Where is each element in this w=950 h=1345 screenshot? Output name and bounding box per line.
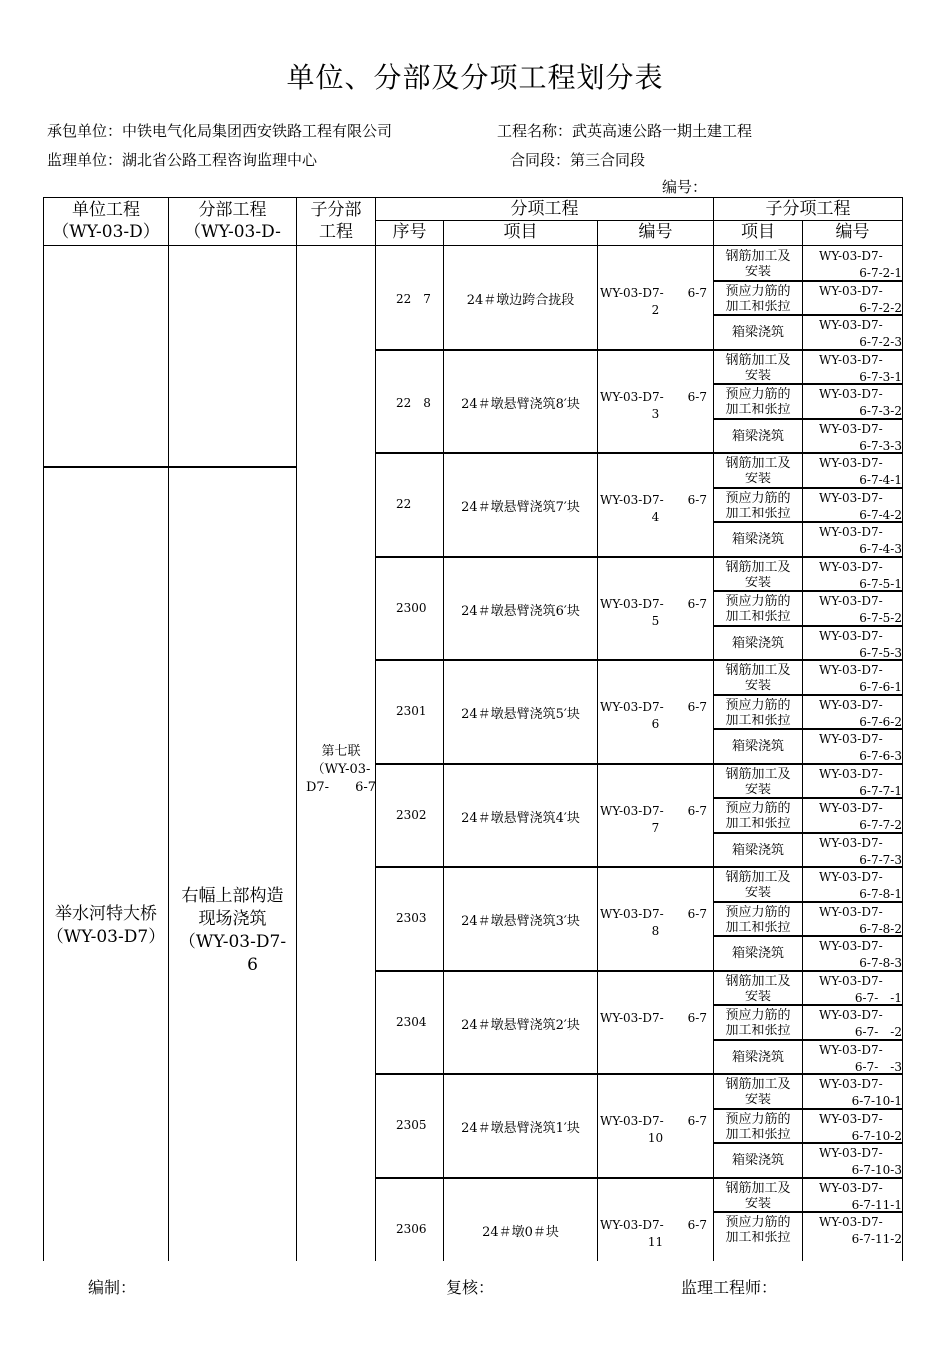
sub-item-code: WY-03-D7- — [819, 939, 883, 953]
division-project-line2: 现场浇筑 — [198, 909, 267, 929]
row-code: WY-03-D7- 6-7 — [600, 389, 707, 404]
col-divider — [443, 220, 444, 1261]
sub-item-name: 箱梁浇筑 — [731, 532, 784, 547]
sub-item-name: 箱梁浇筑 — [731, 325, 784, 340]
sub-row-divider — [714, 1004, 902, 1006]
row-code-suffix: 10 — [647, 1131, 664, 1145]
sub-item-code: WY-03-D7- — [819, 628, 883, 643]
sub-item-name-cont: 安装 — [744, 782, 771, 795]
sub-item-code-suffix: 6-7-4-3 — [859, 542, 902, 554]
col-divider — [375, 198, 376, 1261]
division-header — [169, 199, 296, 245]
sub-item-code-suffix: 6-7-6-1 — [859, 680, 902, 692]
sub-item-code: WY-03-D7- — [819, 594, 883, 608]
sub-item-code-suffix: 6-7-10-2 — [851, 1128, 902, 1141]
sub-row-divider — [714, 1142, 902, 1144]
sub-item-code: WY-03-D7- — [819, 352, 883, 367]
row-divider — [376, 452, 902, 454]
sub-item-name-cont: 加工和张拉 — [725, 920, 791, 933]
row-divider — [376, 866, 902, 868]
unit-project-name: 举水河特大桥 — [55, 904, 157, 924]
supervisor-label: 监理单位： — [47, 151, 123, 169]
sub-item-code: WY-03-D7- — [819, 766, 883, 781]
sub-row-divider — [714, 314, 902, 316]
sub-item-name-cont: 加工和张拉 — [725, 1231, 791, 1243]
row-seq: 22 8 — [396, 395, 431, 410]
sub-item-name: 预应力筋的 — [725, 801, 791, 816]
row-divider — [376, 1177, 902, 1179]
contractor-value: 中铁电气化局集团西安铁路工程有限公司 — [122, 122, 393, 140]
sub-item-code: WY-03-D7- — [819, 732, 883, 746]
row-code: WY-03-D7- 6-7 — [600, 1010, 707, 1025]
sub-item-code: WY-03-D7- — [819, 870, 883, 884]
sub-item-name: 预应力筋的 — [725, 1008, 791, 1023]
sub-item-code: WY-03-D7- — [819, 559, 883, 574]
row-seq: 2301 — [396, 704, 427, 718]
sub-item-code: WY-03-D7- — [819, 249, 883, 263]
sub-item-code-suffix: 6-7-3-3 — [859, 438, 902, 451]
sub-item-name-cont: 安装 — [744, 679, 771, 691]
sub-item-name-cont: 加工和张拉 — [725, 1127, 791, 1140]
sub-item-code-suffix: 6-7-5-3 — [859, 645, 902, 658]
sub-item-code: WY-03-D7- — [819, 835, 883, 850]
sub-item-code-suffix: 6-7-5-1 — [859, 576, 902, 589]
row-divider — [376, 556, 902, 558]
sub-item-code-suffix: 6-7-3-2 — [859, 404, 902, 416]
sub-item-code: WY-03-D7- — [819, 283, 883, 298]
sub-item-code: WY-03-D7- — [819, 663, 883, 677]
sub-item-name: 钢筋加工及 — [725, 1180, 791, 1196]
row-code-suffix: 2 — [651, 303, 660, 317]
division-table — [43, 197, 903, 1261]
sub-item-code-suffix: 6-7-7-3 — [859, 852, 902, 865]
sub-item-code-suffix: 6-7-2-1 — [859, 266, 902, 278]
division-project — [169, 885, 296, 977]
sub-item-name: 预应力筋的 — [725, 1215, 791, 1230]
sub-item-code: WY-03-D7- — [819, 1111, 883, 1126]
division-header-code: （WY-03-D- — [184, 222, 281, 242]
unit-project — [44, 903, 168, 949]
sub-item-code: WY-03-D7- — [819, 318, 883, 332]
sub-item-name-cont: 安装 — [744, 1196, 771, 1209]
sub-item-code-suffix: 6-7-8-3 — [859, 956, 902, 968]
sub-item-name: 预应力筋的 — [725, 1111, 791, 1127]
row-code: WY-03-D7- 6-7 — [600, 1217, 707, 1232]
row-code-suffix: 11 — [647, 1234, 664, 1249]
sub-item-name: 预应力筋的 — [725, 387, 791, 402]
sub-item-code: WY-03-D7- — [819, 1180, 883, 1195]
sub-item-name: 预应力筋的 — [725, 594, 791, 609]
sub-item-name: 钢筋加工及 — [725, 249, 791, 264]
header-bottom-line — [44, 245, 902, 246]
sub-item-name-cont: 安装 — [744, 1093, 771, 1105]
sub-row-divider — [714, 901, 902, 903]
sub-row-divider — [714, 280, 902, 282]
sub-item-code-suffix: 6-7-6-2 — [859, 714, 902, 727]
row-item: 24＃墩悬臂浇筑5′块 — [461, 707, 580, 722]
sub-item-name: 钢筋加工及 — [725, 766, 791, 782]
unit-header — [44, 199, 168, 245]
sub-item-name-cont: 加工和张拉 — [725, 713, 791, 726]
reviewed-by-label: 复核： — [446, 1278, 495, 1297]
sub-item-code: WY-03-D7- — [819, 801, 883, 815]
col-divider — [296, 198, 297, 1261]
prepared-by-label: 编制： — [88, 1278, 137, 1297]
sub-item-name-cont: 加工和张拉 — [725, 506, 791, 519]
row-divider — [376, 1073, 902, 1075]
sub-item-name: 钢筋加工及 — [725, 352, 791, 368]
row-code: WY-03-D7- 6-7 — [600, 596, 707, 611]
sub-row-divider — [714, 832, 902, 834]
supervisor-value: 湖北省公路工程咨询监理中心 — [122, 151, 318, 169]
row-item: 24＃墩悬臂浇筑6′块 — [461, 603, 580, 619]
sub-item-name: 箱梁浇筑 — [731, 635, 784, 651]
sub-item-header: 项目 — [741, 222, 775, 242]
sub-item-name: 预应力筋的 — [725, 283, 791, 299]
sub-item-code: WY-03-D7- — [819, 1008, 883, 1022]
sub-item-code-suffix: 6-7-4-1 — [859, 473, 902, 485]
row-seq: 2304 — [396, 1014, 427, 1029]
sub-row-divider — [714, 935, 902, 937]
sub-item-name: 钢筋加工及 — [725, 663, 791, 678]
sub-row-divider — [714, 694, 902, 696]
row-code-suffix: 7 — [651, 820, 660, 835]
row-divider — [376, 349, 902, 351]
item-group-header: 分项工程 — [510, 199, 579, 219]
table-right-border — [902, 198, 903, 1261]
row-divider — [376, 763, 902, 765]
sub-item-code: WY-03-D7- — [819, 1215, 883, 1229]
row-code-suffix: 4 — [651, 510, 660, 524]
row-item: 24＃墩悬臂浇筑8′块 — [461, 396, 580, 412]
row-item: 24＃墩悬臂浇筑2′块 — [461, 1017, 580, 1033]
row-seq: 2303 — [396, 911, 427, 925]
row-seq: 22 7 — [396, 292, 431, 306]
sub-item-code: WY-03-D7- — [819, 1077, 883, 1091]
division-project-line4: 6 — [247, 955, 258, 975]
subdivision-header-line1: 子分部 — [310, 200, 362, 220]
sub-item-code-suffix: 6-7-7-2 — [859, 818, 902, 830]
sub-item-name-cont: 加工和张拉 — [725, 403, 791, 415]
sub-item-code-suffix: 6-7- -2 — [854, 1025, 902, 1037]
sub-item-name: 箱梁浇筑 — [731, 946, 784, 961]
sub-item-name-cont: 安装 — [744, 886, 771, 898]
number-label: 编号： — [662, 178, 708, 196]
sub-item-code-suffix: 6-7-10-3 — [851, 1163, 902, 1175]
row-seq: 2306 — [396, 1221, 427, 1236]
sub-row-divider — [714, 418, 902, 420]
item-header: 项目 — [503, 222, 538, 242]
sub-item-code-suffix: 6-7-2-3 — [859, 335, 902, 347]
sub-item-code-suffix: 6-7- -1 — [854, 990, 902, 1003]
sub-item-code: WY-03-D7- — [819, 1042, 883, 1057]
sub-item-name: 钢筋加工及 — [725, 456, 791, 471]
row-item: 24＃墩悬臂浇筑3′块 — [461, 914, 580, 929]
col-divider — [168, 198, 169, 1261]
sub-item-code-suffix: 6-7-5-2 — [859, 611, 902, 623]
sub-item-name: 钢筋加工及 — [725, 973, 791, 989]
unit-header-code: （WY-03-D） — [52, 222, 160, 242]
sub-item-name: 钢筋加工及 — [725, 559, 791, 575]
seq-header: 序号 — [392, 222, 427, 242]
sub-item-name-cont: 安装 — [744, 265, 771, 277]
sub-item-name: 箱梁浇筑 — [731, 739, 784, 754]
sub-item-code: WY-03-D7- — [819, 973, 883, 988]
sub-row-divider — [714, 1108, 902, 1110]
sub-item-code: WY-03-D7- — [819, 387, 883, 401]
sub-item-code-suffix: 6-7-2-2 — [859, 300, 902, 313]
engineer-label: 监理工程师： — [681, 1278, 778, 1297]
subdivision-header — [297, 199, 375, 245]
sub-row-divider — [714, 1039, 902, 1041]
row-code-suffix: 8 — [651, 924, 660, 938]
row-seq: 22 — [396, 497, 412, 511]
sub-item-name-cont: 安装 — [744, 575, 771, 588]
row-item: 24＃墩悬臂浇筑1′块 — [461, 1121, 580, 1136]
sub-item-code-suffix: 6-7-11-1 — [851, 1197, 902, 1210]
sub-item-code: WY-03-D7- — [819, 456, 883, 470]
project-value: 武英高速公路一期土建工程 — [572, 122, 753, 140]
row-seq: 2300 — [396, 600, 427, 615]
sub-item-name-cont: 加工和张拉 — [725, 299, 791, 312]
contractor-line — [47, 120, 392, 141]
sub-item-code: WY-03-D7- — [819, 697, 883, 712]
unit-header-label: 单位工程 — [72, 200, 140, 220]
sub-item-name: 箱梁浇筑 — [731, 842, 784, 858]
row-divider — [376, 970, 902, 972]
sub-item-name: 钢筋加工及 — [725, 870, 791, 885]
sub-row-divider — [714, 728, 902, 730]
row-item: 24＃墩0＃块 — [482, 1224, 559, 1240]
sub-item-name: 钢筋加工及 — [725, 1077, 791, 1092]
division-header-label: 分部工程 — [198, 200, 267, 220]
sub-item-code-suffix: 6-7-8-2 — [859, 921, 902, 934]
subdivision-project — [296, 743, 386, 797]
unit-divider — [44, 466, 296, 468]
row-code: WY-03-D7- 6-7 — [600, 286, 707, 300]
sub-item-name: 箱梁浇筑 — [731, 1049, 784, 1065]
project-line — [497, 120, 752, 141]
row-code-suffix: 3 — [651, 406, 660, 421]
sub-item-code: WY-03-D7- — [819, 1146, 883, 1160]
sub-item-code: WY-03-D7- — [819, 904, 883, 919]
row-code: WY-03-D7- 6-7 — [600, 493, 707, 507]
sub-item-code: WY-03-D7- — [819, 525, 883, 539]
row-code-suffix: 6 — [651, 717, 660, 731]
sub-row-divider — [714, 383, 902, 385]
row-item: 24＃墩悬臂浇筑4′块 — [461, 810, 580, 826]
sub-item-name-cont: 安装 — [744, 472, 771, 484]
sub-row-divider — [714, 487, 902, 489]
sub-item-name: 箱梁浇筑 — [731, 428, 784, 444]
sub-code-header: 编号 — [835, 222, 870, 242]
subitem-group-header: 子分项工程 — [765, 199, 851, 219]
sub-row-divider — [714, 590, 902, 592]
sub-item-name-cont: 加工和张拉 — [725, 610, 791, 622]
page-title: 单位、分部及分项工程划分表 — [286, 61, 664, 94]
row-seq: 2305 — [396, 1118, 427, 1132]
row-divider — [376, 659, 902, 661]
subdivision-header-line2: 工程 — [319, 222, 353, 242]
row-code: WY-03-D7- 6-7 — [600, 907, 707, 921]
sub-item-code-suffix: 6-7-10-1 — [851, 1094, 902, 1106]
sub-item-name: 预应力筋的 — [725, 697, 791, 713]
sub-item-name-cont: 安装 — [744, 368, 771, 381]
row-code-suffix: 5 — [651, 613, 660, 628]
sub-row-divider — [714, 625, 902, 627]
project-label: 工程名称： — [497, 122, 573, 140]
code-header: 编号 — [638, 222, 673, 242]
sub-item-code-suffix: 6-7-6-3 — [859, 749, 902, 761]
subdivision-project-line1: 第七联 — [321, 744, 361, 759]
sub-row-divider — [714, 1211, 902, 1213]
sub-item-code: WY-03-D7- — [819, 490, 883, 505]
row-item: 24＃墩悬臂浇筑7′块 — [461, 500, 580, 515]
subdivision-project-line2: （WY-03- — [311, 762, 371, 777]
sub-item-code-suffix: 6-7-8-1 — [859, 887, 902, 899]
sub-item-name: 箱梁浇筑 — [731, 1153, 784, 1168]
col-divider — [597, 220, 598, 1261]
subdivision-project-line3: D7- 6-7 — [305, 780, 377, 795]
sub-item-name-cont: 加工和张拉 — [725, 1024, 791, 1036]
sub-row-divider — [714, 797, 902, 799]
contractor-label: 承包单位： — [47, 122, 123, 140]
sub-item-name-cont: 加工和张拉 — [725, 817, 791, 829]
sub-item-code-suffix: 6-7-3-1 — [859, 369, 902, 382]
sub-row-divider — [714, 521, 902, 523]
sub-item-code: WY-03-D7- — [819, 421, 883, 436]
sub-item-code-suffix: 6-7-11-2 — [851, 1232, 902, 1244]
unit-project-code: （WY-03-D7） — [46, 927, 166, 947]
sub-item-code-suffix: 6-7-7-1 — [859, 783, 902, 796]
sub-item-code-suffix: 6-7- -3 — [854, 1059, 902, 1072]
row-code: WY-03-D7- 6-7 — [600, 803, 707, 818]
row-code: WY-03-D7- 6-7 — [600, 1114, 707, 1128]
division-project-line3: （WY-03-D7- — [178, 932, 287, 952]
row-seq: 2302 — [396, 807, 427, 822]
row-code: WY-03-D7- 6-7 — [600, 700, 707, 714]
sub-item-code-suffix: 6-7-4-2 — [859, 507, 902, 520]
section-line — [510, 149, 645, 170]
section-value: 第三合同段 — [570, 151, 646, 169]
supervisor-line — [47, 149, 317, 170]
sub-item-name: 预应力筋的 — [725, 904, 791, 920]
row-item: 24＃墩边跨合拢段 — [466, 293, 575, 308]
division-project-line1: 右幅上部构造 — [181, 886, 284, 906]
sub-item-name-cont: 安装 — [744, 989, 771, 1002]
section-label: 合同段： — [510, 151, 571, 169]
sub-item-name: 预应力筋的 — [725, 490, 791, 506]
